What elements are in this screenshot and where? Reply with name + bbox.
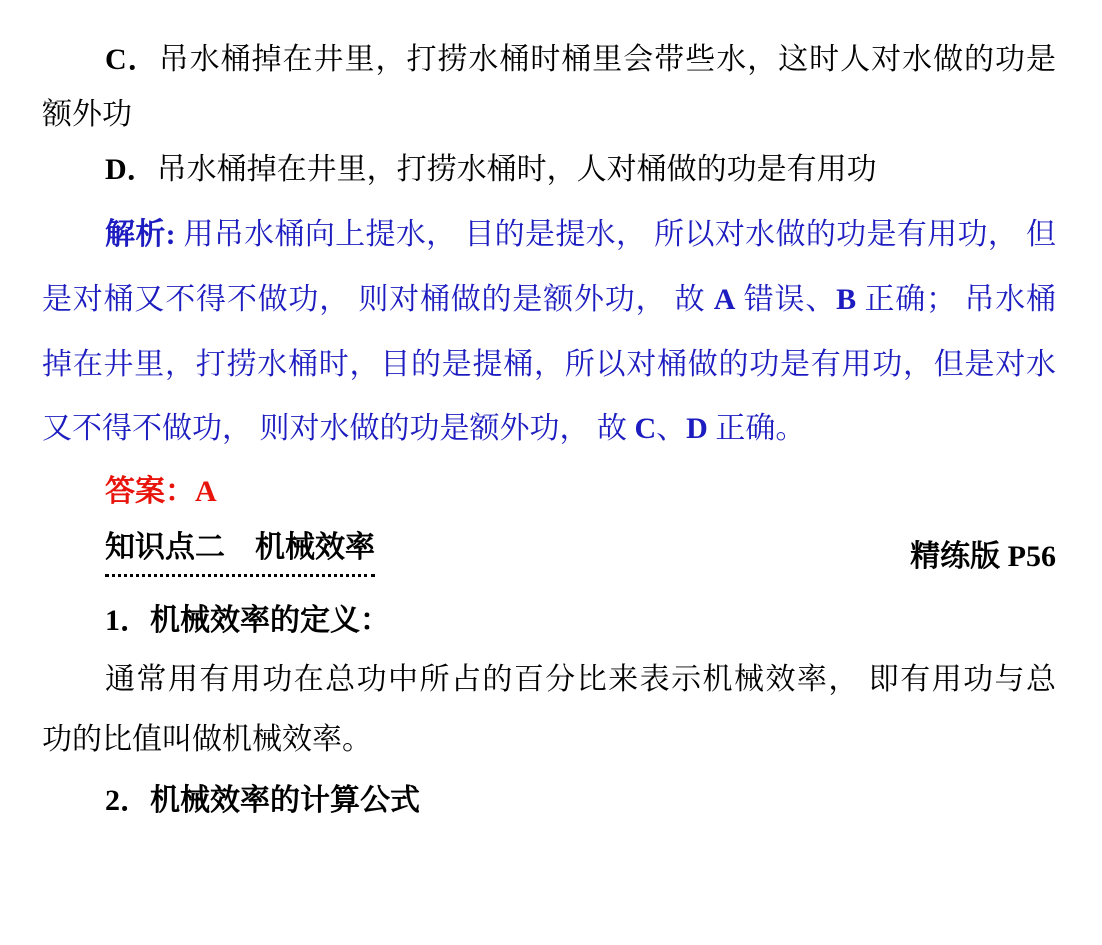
analysis-text-3: 掉在井里，打捞水桶时，目的是提桶，所以对桶做的功是有用功，但是对水: [42, 348, 1056, 381]
point1-def-text2: 功的比值叫做机械效率。: [42, 723, 372, 756]
analysis-line1: [42, 215, 1056, 255]
point2-title: 2．机械效率的计算公式: [105, 784, 420, 817]
option-c-line1: [42, 40, 1056, 80]
analysis-label: 解析:: [105, 218, 176, 251]
analysis-text-1: 用吊水桶向上提水， 目的是提水， 所以对水做的功是有用功， 但: [175, 218, 1057, 251]
point1-title-line: [42, 601, 1056, 641]
analysis-text-2a: 是对桶又不得不做功， 则对桶做的是额外功， 故: [42, 283, 714, 316]
option-c-continuation: 额外功: [42, 98, 132, 131]
analysis-line3: [42, 345, 1056, 385]
option-c-line2: [42, 95, 1056, 135]
analysis-line2: [42, 280, 1056, 320]
analysis-line4: [42, 409, 1056, 449]
point1-title: 1．机械效率的定义：: [105, 604, 390, 637]
analysis-letter-a: A: [713, 283, 736, 316]
analysis-text-4a: 又不得不做功， 则对水做的功是额外功， 故: [42, 412, 635, 445]
analysis-letter-b: B: [836, 283, 857, 316]
point2-title-line: [42, 781, 1056, 821]
section-page-ref: 精练版 P56: [910, 540, 1056, 573]
answer-line: [42, 472, 1056, 512]
point1-def-line2: [42, 720, 1056, 760]
analysis-text-2c: 正确； 吊水桶: [856, 283, 1057, 316]
option-c-text: 吊水桶掉在井里，打捞水桶时桶里会带些水，这时人对水做的功是: [158, 43, 1056, 76]
answer-value: A: [195, 475, 217, 508]
option-d-marker: D．: [105, 153, 157, 186]
point1-def-text1: 通常用有用功在总功中所占的百分比来表示机械效率， 即有用功与总: [105, 663, 1056, 696]
section-heading-row: [42, 528, 1056, 577]
option-c-marker: C．: [105, 43, 159, 76]
analysis-text-2b: 错误、: [735, 283, 837, 316]
analysis-text-4b: 、: [656, 412, 687, 445]
analysis-text-4c: 正确。: [707, 412, 806, 445]
section-title: 知识点二 机械效率: [105, 528, 375, 577]
option-d-line: [42, 150, 1056, 190]
option-d-text: 吊水桶掉在井里，打捞水桶时，人对桶做的功是有用功: [156, 153, 877, 186]
answer-label: 答案：: [105, 475, 195, 508]
analysis-letter-c: C: [634, 412, 657, 445]
point1-def-line1: [42, 660, 1056, 700]
analysis-letter-d: D: [686, 412, 708, 445]
